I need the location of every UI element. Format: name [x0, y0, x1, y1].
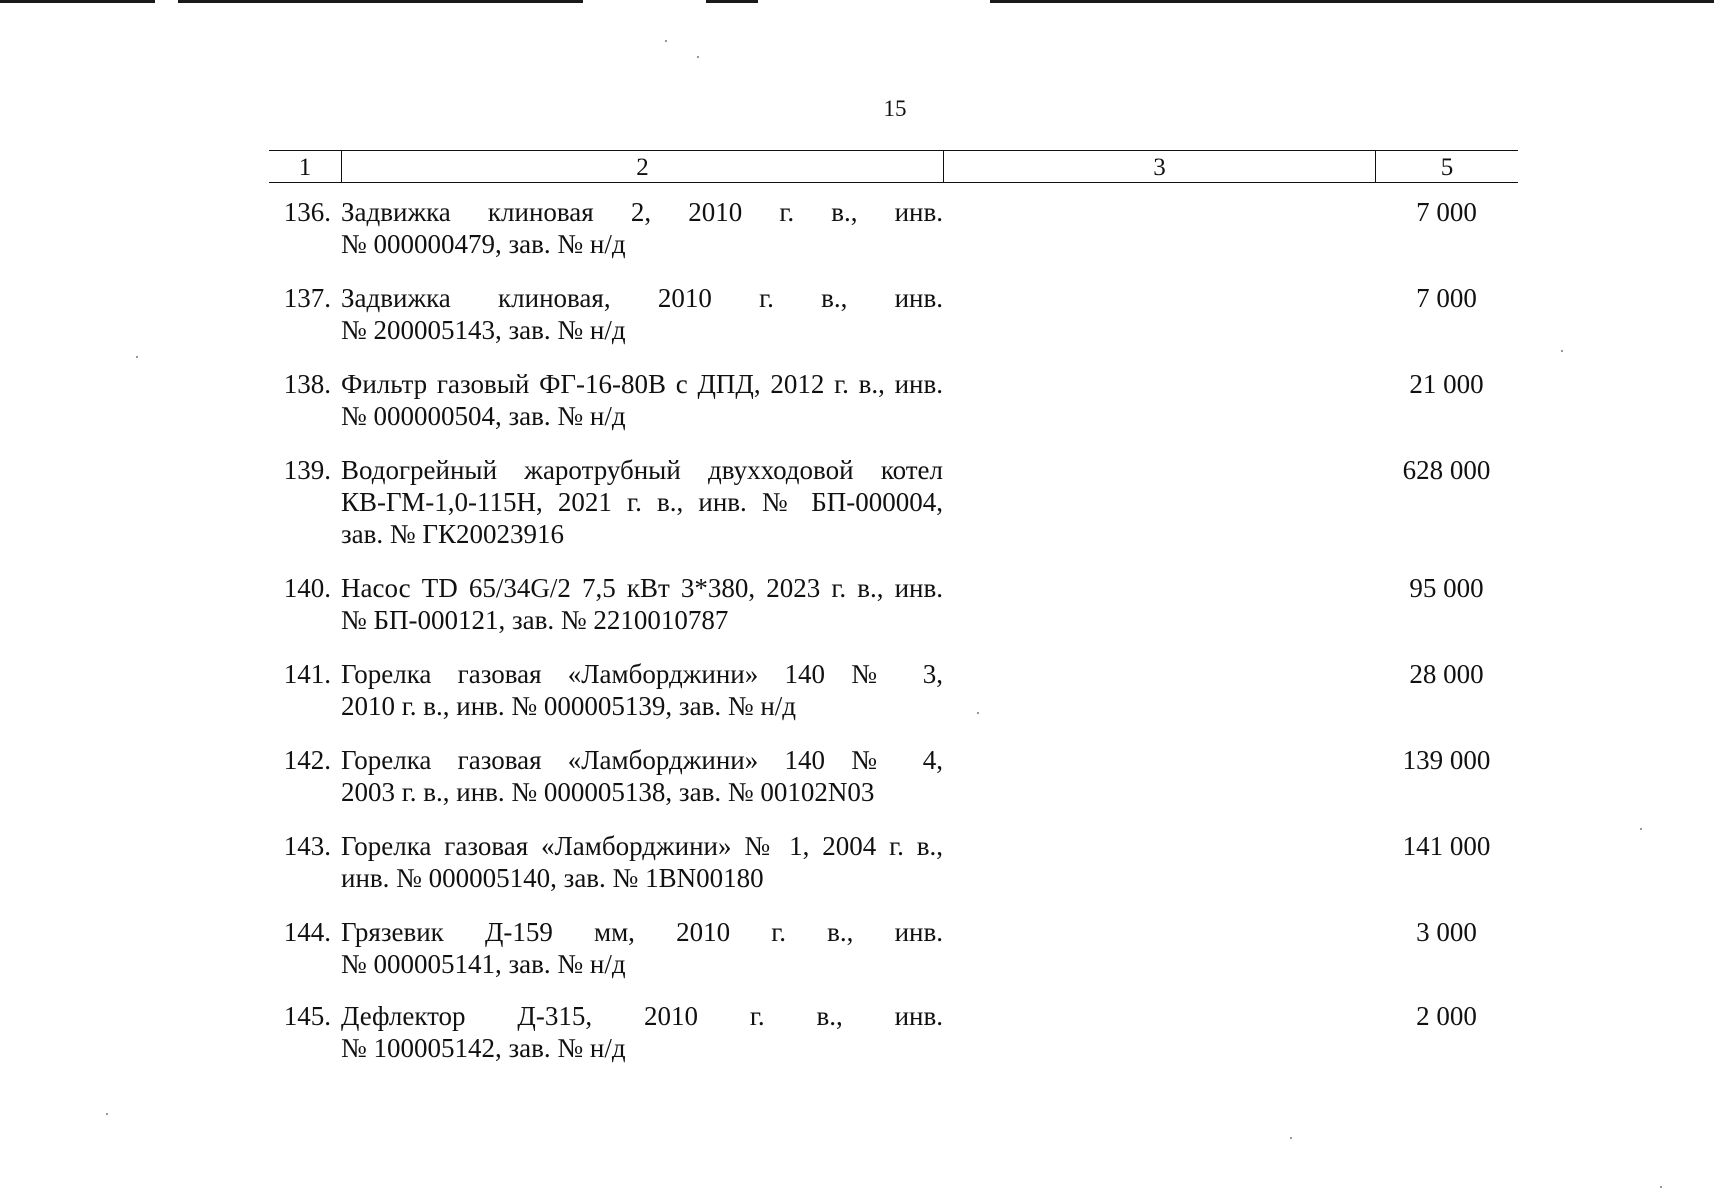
row-description	[341, 830, 943, 916]
description-line: № 000000479, зав. № н/д	[341, 229, 626, 259]
description-line: Горелка газовая «Ламборджини» 140 № 4,	[341, 745, 943, 775]
description-line: Насос TD 65/34G/2 7,5 кВт 3*380, 2023 г. в., инв.	[341, 573, 943, 603]
row-column-3	[943, 454, 1375, 572]
row-description	[341, 282, 943, 368]
row-description	[341, 658, 943, 744]
description-line: Водогрейный жаротрубный двухходовой котел	[341, 455, 943, 485]
row-column-3	[943, 916, 1375, 1000]
column-header-1: 1	[298, 154, 312, 181]
row-number: 142.	[283, 745, 331, 775]
row-number: 144.	[283, 917, 331, 947]
row-value: 28 000	[1409, 659, 1484, 689]
table-body	[269, 196, 1518, 1084]
scan-edge-line	[990, 0, 1714, 3]
description-line: Горелка газовая «Ламборджини» 140 № 3,	[341, 659, 943, 689]
row-column-3	[943, 830, 1375, 916]
scan-speck	[1290, 1137, 1292, 1139]
row-value: 7 000	[1416, 283, 1477, 313]
scan-speck	[1640, 828, 1642, 830]
table-row	[269, 368, 1518, 454]
page-number: 15	[883, 96, 907, 121]
row-column-3	[943, 368, 1375, 454]
table-row	[269, 1000, 1518, 1084]
scan-edge-line	[0, 0, 155, 3]
column-header-3: 3	[943, 151, 1375, 182]
scan-speck	[106, 1113, 108, 1115]
description-line: Задвижка клиновая, 2010 г. в., инв.	[341, 283, 943, 313]
row-value: 3 000	[1416, 917, 1477, 947]
description-line: Задвижка клиновая 2, 2010 г. в., инв.	[341, 197, 943, 227]
row-value: 2 000	[1416, 1001, 1477, 1031]
scan-speck	[1561, 350, 1563, 352]
row-column-3	[943, 658, 1375, 744]
table-row	[269, 830, 1518, 916]
description-line: Грязевик Д-159 мм, 2010 г. в., инв.	[341, 917, 943, 947]
row-number: 141.	[283, 659, 331, 689]
row-description	[341, 196, 943, 282]
description-line: № 000000504, зав. № н/д	[341, 401, 626, 431]
table-row	[269, 196, 1518, 282]
scan-speck	[136, 356, 138, 358]
scan-speck	[665, 40, 667, 42]
description-line: № 100005142, зав. № н/д	[341, 1033, 626, 1063]
description-line: Дефлектор Д-315, 2010 г. в., инв.	[341, 1001, 943, 1031]
table-row	[269, 282, 1518, 368]
row-value: 628 000	[1402, 455, 1491, 485]
row-number: 138.	[283, 369, 331, 399]
description-line: Фильтр газовый ФГ-16-80В с ДПД, 2012 г. в., инв.	[341, 369, 943, 399]
row-number: 140.	[283, 573, 331, 603]
row-description	[341, 572, 943, 658]
scan-edge-line	[706, 0, 758, 3]
description-line: № 000005141, зав. № н/д	[341, 949, 626, 979]
table-row	[269, 916, 1518, 1000]
table-row	[269, 572, 1518, 658]
row-number: 137.	[283, 283, 331, 313]
table-row	[269, 658, 1518, 744]
row-column-3	[943, 282, 1375, 368]
table-row	[269, 744, 1518, 830]
scan-edge-line	[178, 0, 583, 3]
row-description	[341, 454, 943, 572]
description-line: зав. № ГК20023916	[341, 519, 565, 549]
row-column-3	[943, 196, 1375, 282]
row-column-3	[943, 744, 1375, 830]
column-header-2: 2	[341, 151, 943, 182]
row-column-3	[943, 572, 1375, 658]
table-row	[269, 454, 1518, 572]
row-description	[341, 1000, 943, 1084]
description-line: № БП-000121, зав. № 2210010787	[341, 605, 729, 635]
description-line: КВ-ГМ-1,0-115Н, 2021 г. в., инв. № БП-000004,	[341, 487, 943, 517]
row-value: 95 000	[1409, 573, 1484, 603]
row-column-3	[943, 1000, 1375, 1084]
description-line: 2003 г. в., инв. № 000005138, зав. № 00102N03	[341, 777, 875, 807]
row-number: 136.	[283, 197, 331, 227]
description-line: № 200005143, зав. № н/д	[341, 315, 626, 345]
row-value: 139 000	[1402, 745, 1491, 775]
row-value: 21 000	[1409, 369, 1484, 399]
row-number: 143.	[283, 831, 331, 861]
table-header	[269, 150, 1518, 183]
row-description	[341, 368, 943, 454]
row-value: 141 000	[1402, 831, 1491, 861]
row-value: 7 000	[1416, 197, 1477, 227]
row-description	[341, 916, 943, 1000]
row-number: 145.	[283, 1001, 331, 1031]
description-line: 2010 г. в., инв. № 000005139, зав. № н/д	[341, 691, 797, 721]
description-line: инв. № 000005140, зав. № 1BN00180	[341, 863, 764, 893]
description-line: Горелка газовая «Ламборджини» № 1, 2004 г. в.,	[341, 831, 943, 861]
column-header-5: 5	[1375, 151, 1518, 182]
row-description	[341, 744, 943, 830]
row-number: 139.	[283, 455, 331, 485]
scan-speck	[1660, 1186, 1662, 1188]
scan-speck	[697, 56, 699, 58]
